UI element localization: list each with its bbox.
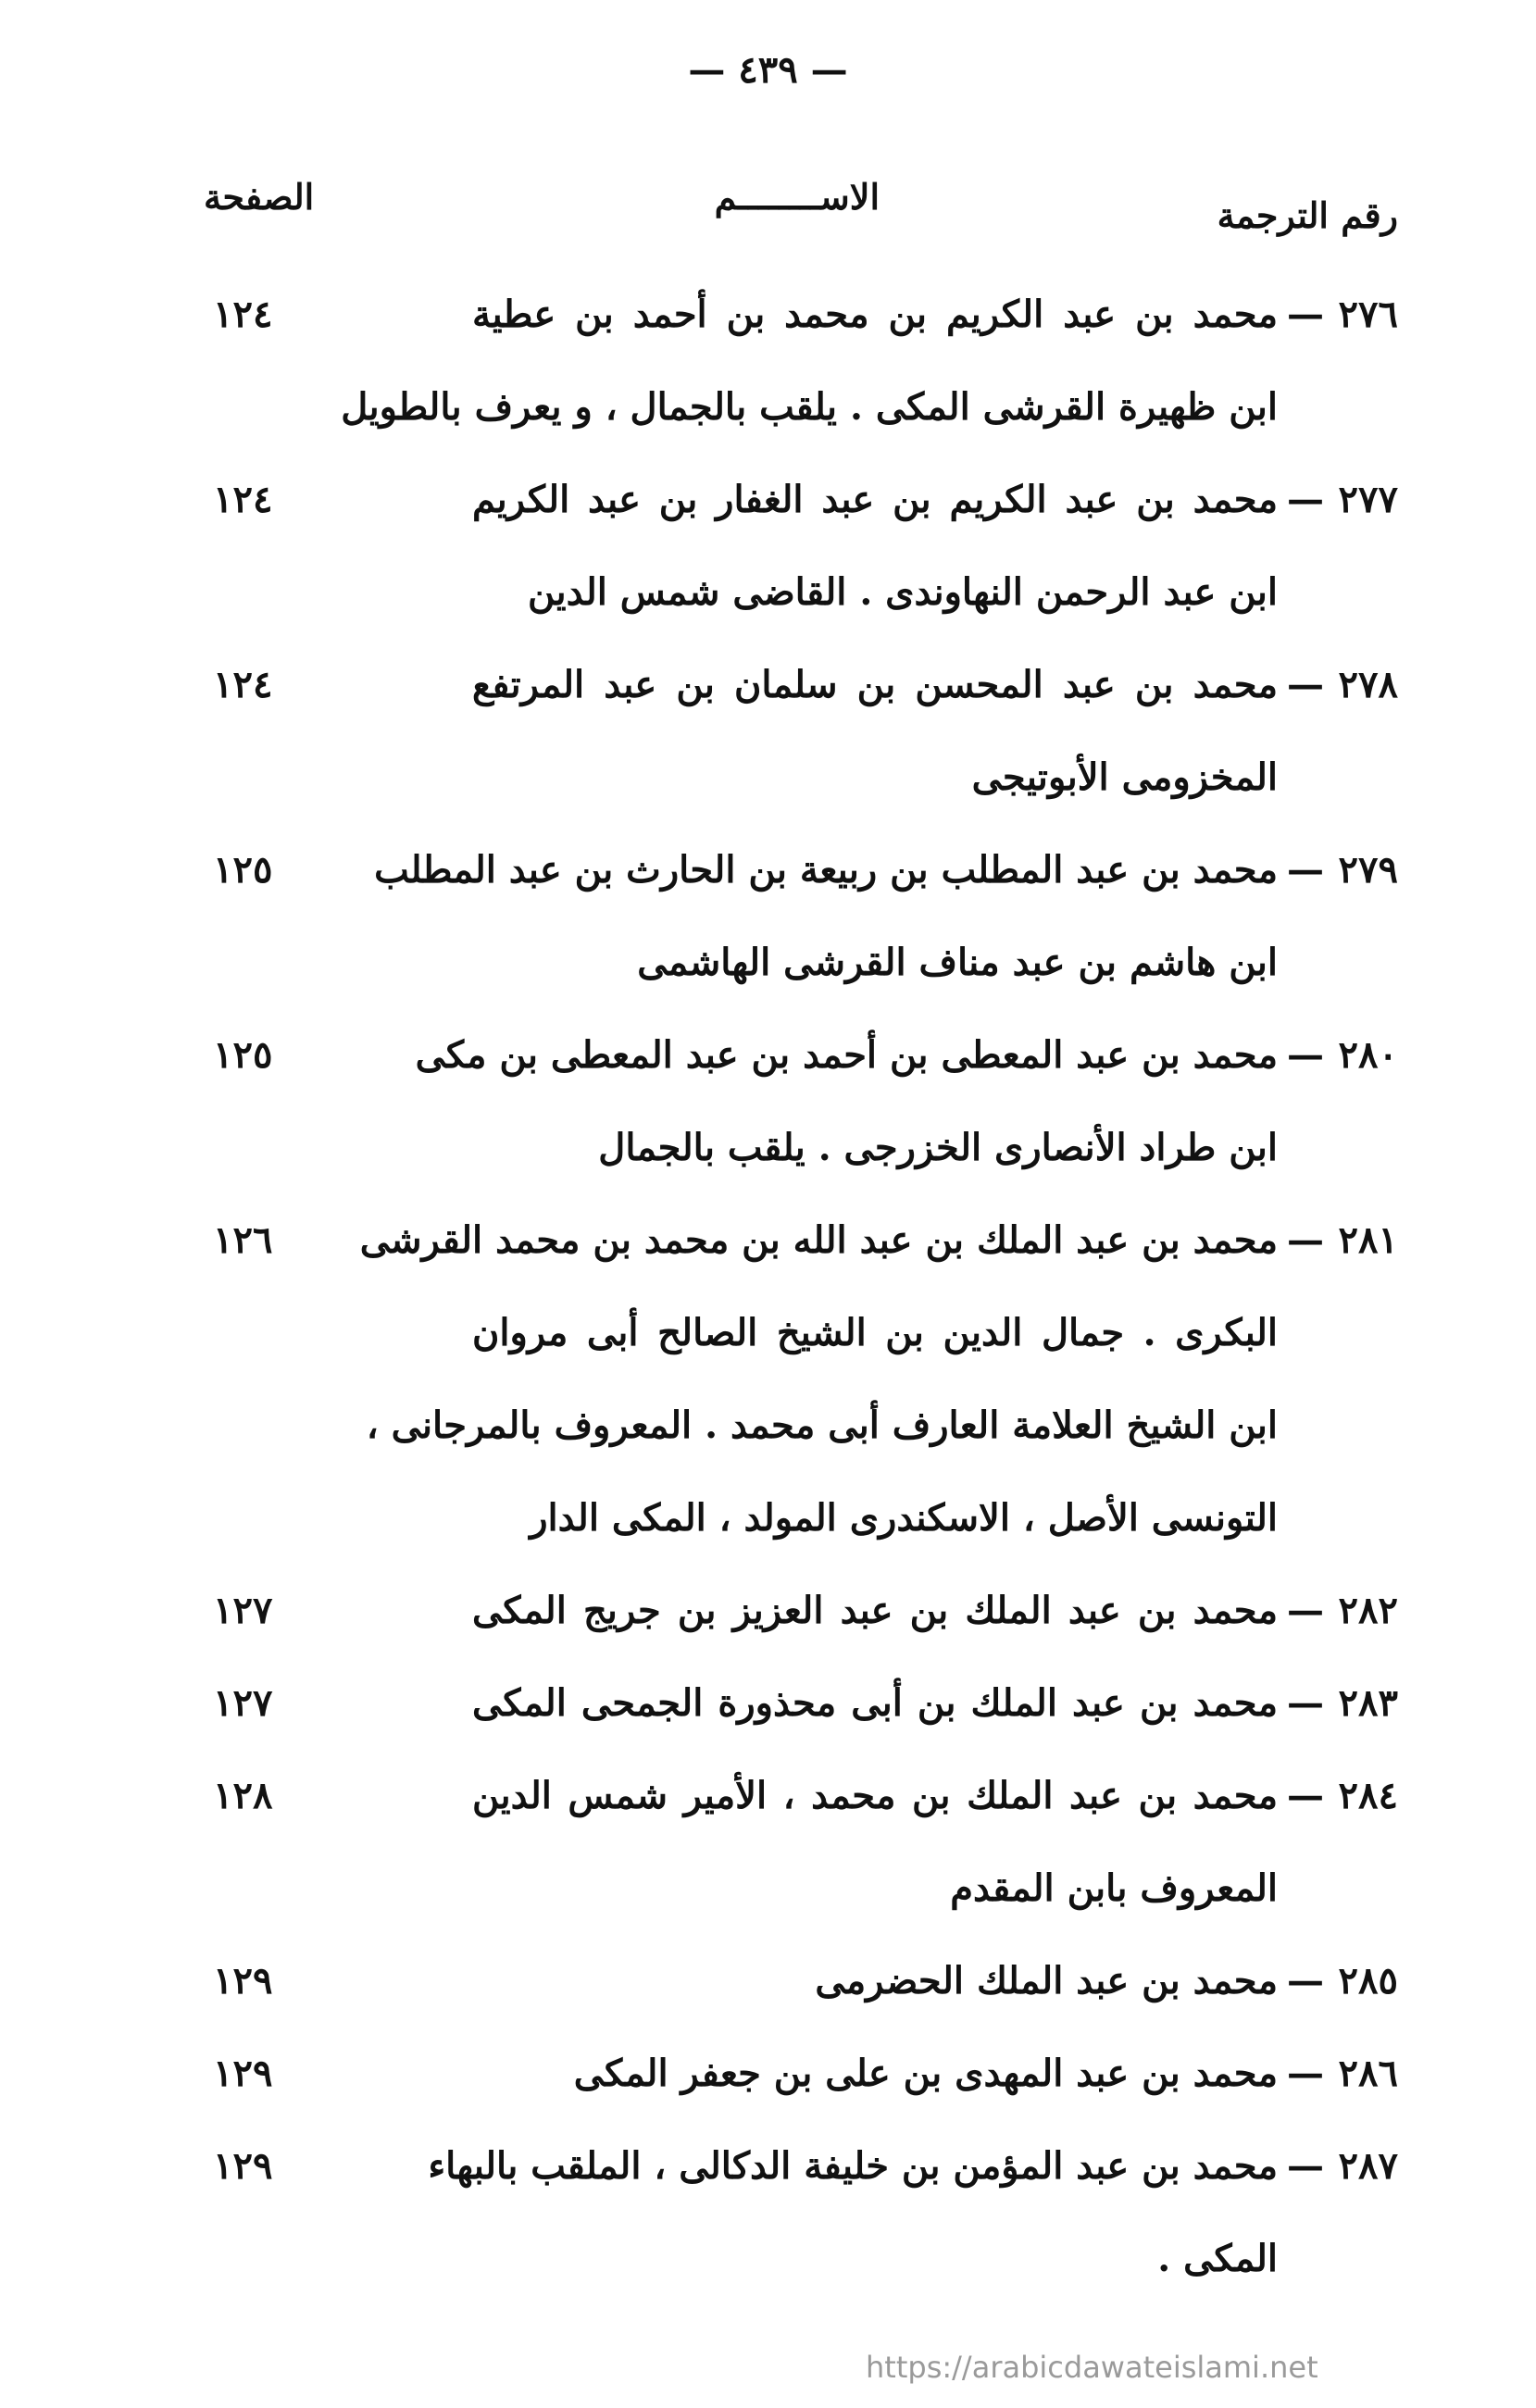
entry-name-line: محمد بن عبد الملك الحضرمى <box>815 1959 1278 2003</box>
watermark-url: https://arabicdawateislami.net <box>866 2350 1318 2385</box>
header-entry-number: رقم الترجمة <box>1217 194 1398 236</box>
entry-page-number: ١٢٤ <box>213 478 273 521</box>
entry-name <box>472 1935 1278 2027</box>
entry-name-line: محمد بن عبد المطلب بن ربيعة بن الحارث بن عبد المطلب <box>374 848 1278 892</box>
table-header <box>185 176 1398 250</box>
entry-name <box>428 2120 1278 2305</box>
entry-number: ٢٨٥ <box>1338 1959 1398 2003</box>
entry-number: ٢٨٢ <box>1338 1589 1398 1632</box>
entry-dash: — <box>1287 293 1324 336</box>
entry-dash: — <box>1287 1033 1324 1077</box>
entry-page-number: ١٢٥ <box>213 848 273 892</box>
entry-dash: — <box>1287 2052 1324 2095</box>
entry-name-line: ابن ظهيرة القرشى المكى . يلقب بالجمال ، و يعرف بالطويل <box>341 385 1278 429</box>
entry-number: ٢٨٣ <box>1338 1681 1398 1725</box>
header-name: الاســــــــم <box>714 176 880 218</box>
entry-page-number: ١٢٨ <box>213 1774 273 1817</box>
entry-name-line: المكى . <box>1157 2237 1278 2280</box>
entry-number: ٢٧٦ <box>1338 293 1398 336</box>
entries-list <box>185 268 1398 2305</box>
entry-name-line: ابن الشيخ العلامة العارف أبى محمد . المعروف بالمرجانى ، <box>366 1404 1278 1447</box>
header-page: الصفحة <box>204 176 315 218</box>
entry-dash: — <box>1287 1774 1324 1817</box>
list-item <box>185 1194 1398 1565</box>
entry-dash: — <box>1287 478 1324 521</box>
page-number: — ٤٣٩ — <box>688 48 848 92</box>
entry-name-line: محمد بن عبد الكريم بن محمد بن أحمد بن عطية <box>472 293 1278 336</box>
entry-name-line: المخزومى الأبوتيجى <box>971 755 1278 799</box>
entry-name <box>472 1565 1278 1657</box>
entry-page-number: ١٢٧ <box>213 1681 273 1725</box>
entry-name <box>374 824 1278 1009</box>
entry-name <box>415 1009 1278 1194</box>
entry-name-line: محمد بن عبد الملك بن عبد العزيز بن جريج المكى <box>472 1589 1278 1632</box>
list-item <box>185 1657 1398 1750</box>
entry-dash: — <box>1287 848 1324 892</box>
entry-dash: — <box>1287 1589 1324 1632</box>
entry-name-line: ابن عبد الرحمن النهاوندى . القاضى شمس الدين <box>528 570 1278 614</box>
entry-number: ٢٨٤ <box>1338 1774 1398 1817</box>
list-item <box>185 639 1398 824</box>
entry-page-number: ١٢٥ <box>213 1033 273 1077</box>
entry-number: ٢٨٦ <box>1338 2052 1398 2095</box>
entry-name <box>472 639 1278 824</box>
entry-name <box>472 1657 1278 1750</box>
entry-page-number: ١٢٩ <box>213 2052 273 2095</box>
entry-dash: — <box>1287 2144 1324 2188</box>
list-item <box>185 1009 1398 1194</box>
entry-page-number: ١٢٤ <box>213 293 273 336</box>
entry-name-line: محمد بن عبد الملك بن أبى محذورة الجمحى المكى <box>472 1681 1278 1725</box>
entry-name-line: ابن طراد الأنصارى الخزرجى . يلقب بالجمال <box>598 1126 1278 1169</box>
entry-number: ٢٨٧ <box>1338 2144 1398 2188</box>
entry-name <box>341 268 1278 454</box>
entry-name <box>472 2027 1278 2120</box>
entry-name-line: البكرى . جمال الدين بن الشيخ الصالح أبى مروان <box>472 1311 1278 1354</box>
entry-page-number: ١٢٧ <box>213 1589 273 1632</box>
entry-name-line: محمد بن عبد المؤمن بن خليفة الدكالى ، الملقب بالبهاء <box>428 2144 1278 2188</box>
entry-name-line: ابن هاشم بن عبد مناف القرشى الهاشمى <box>637 941 1278 984</box>
list-item <box>185 454 1398 639</box>
list-item <box>185 824 1398 1009</box>
list-item <box>185 268 1398 454</box>
entry-dash: — <box>1287 663 1324 706</box>
entry-number: ٢٧٨ <box>1338 663 1398 706</box>
entry-name-line: محمد بن عبد الكريم بن عبد الغفار بن عبد الكريم <box>472 478 1278 521</box>
entry-name-line: التونسى الأصل ، الاسكندرى المولد ، المكى الدار <box>530 1496 1278 1540</box>
entry-name-line: محمد بن عبد المهدى بن على بن جعفر المكى <box>573 2052 1278 2095</box>
entry-name-line: محمد بن عبد الملك بن محمد ، الأمير شمس الدين <box>472 1774 1278 1817</box>
entry-name <box>472 454 1278 639</box>
entry-dash: — <box>1287 1959 1324 2003</box>
list-item <box>185 1750 1398 1935</box>
list-item <box>185 2027 1398 2120</box>
entry-name-line: محمد بن عبد المعطى بن أحمد بن عبد المعطى بن مكى <box>415 1033 1278 1077</box>
list-item <box>185 1565 1398 1657</box>
entry-page-number: ١٢٩ <box>213 1959 273 2003</box>
entry-name-line: محمد بن عبد الملك بن عبد الله بن محمد بن محمد القرشى <box>359 1218 1278 1262</box>
entry-page-number: ١٢٦ <box>213 1218 273 1262</box>
list-item <box>185 2120 1398 2305</box>
entry-name-line: محمد بن عبد المحسن بن سلمان بن عبد المرتفع <box>472 663 1278 706</box>
entry-dash: — <box>1287 1681 1324 1725</box>
entry-name-line: المعروف بابن المقدم <box>950 1866 1278 1910</box>
entry-number: ٢٧٩ <box>1338 848 1398 892</box>
entry-page-number: ١٢٩ <box>213 2144 273 2188</box>
entry-number: ٢٨١ <box>1338 1218 1398 1262</box>
entry-name <box>472 1750 1278 1935</box>
entry-number: ٢٨٠ <box>1338 1033 1398 1077</box>
entry-name <box>359 1194 1278 1565</box>
entry-page-number: ١٢٤ <box>213 663 273 706</box>
list-item <box>185 1935 1398 2027</box>
entry-number: ٢٧٧ <box>1338 478 1398 521</box>
entry-dash: — <box>1287 1218 1324 1262</box>
